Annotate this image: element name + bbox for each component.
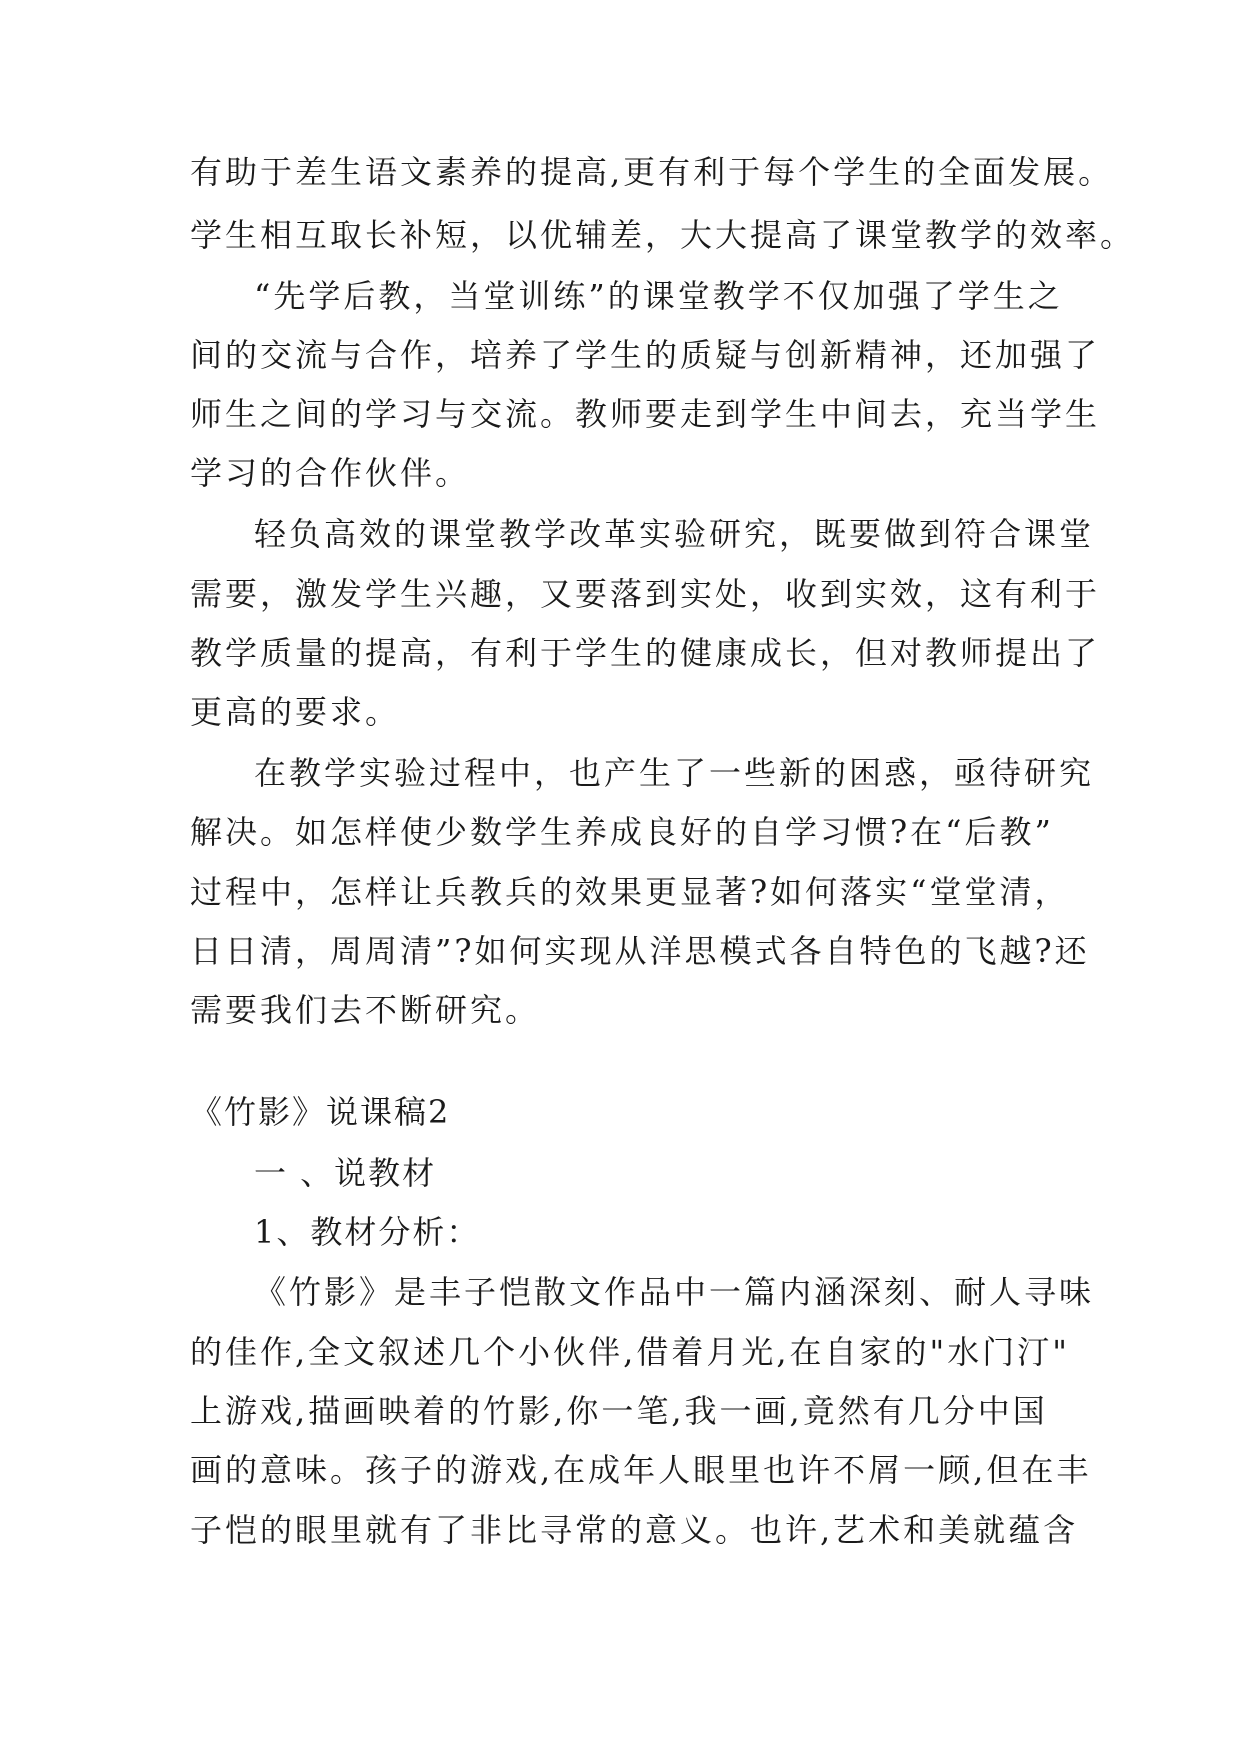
paragraph-line: 学习的合作伙伴。 (190, 454, 471, 492)
paragraph-line: 轻负高效的课堂教学改革实验研究，既要做到符合课堂 (254, 515, 1095, 553)
paragraph-line: 更高的要求。 (190, 693, 401, 731)
paragraph-line: 师生之间的学习与交流。教师要走到学生中间去，充当学生 (190, 395, 1101, 433)
subsection-heading: 1、教材分析： (254, 1213, 481, 1251)
paragraph-line: 需要，激发学生兴趣，又要落到实处，收到实效，这有利于 (190, 575, 1101, 613)
paragraph-line: 画的意味。孩子的游戏,在成年人眼里也许不屑一顾,但在丰 (190, 1451, 1092, 1489)
paragraph-line: 学生相互取长补短，以优辅差，大大提高了课堂教学的效率。 (190, 216, 1136, 254)
paragraph-line: 的佳作,全文叙述几个小伙伴,借着月光,在自家的"水门汀" (190, 1333, 1070, 1371)
paragraph-line: 上游戏,描画映着的竹影,你一笔,我一画,竟然有几分中国 (190, 1392, 1048, 1430)
paragraph-line: 《竹影》是丰子恺散文作品中一篇内涵深刻、耐人寻味 (254, 1273, 1095, 1311)
section-heading: 一 、说教材 (254, 1154, 437, 1192)
paragraph-line: 需要我们去不断研究。 (190, 991, 541, 1029)
paragraph-line: 解决。如怎样使少数学生养成良好的自学习惯?在“后教” (190, 813, 1054, 851)
paragraph-line: “先学后教，当堂训练”的课堂教学不仅加强了学生之 (254, 277, 1063, 315)
section-title: 《竹影》说课稿2 (190, 1093, 451, 1131)
paragraph-line: 子恺的眼里就有了非比寻常的意义。也许,艺术和美就蕴含 (190, 1511, 1079, 1549)
paragraph-line: 在教学实验过程中，也产生了一些新的困惑，亟待研究 (254, 754, 1095, 792)
paragraph-line: 有助于差生语文素养的提高,更有利于每个学生的全面发展。 (190, 153, 1114, 191)
paragraph-line: 日日清，周周清”?如何实现从洋思模式各自特色的飞越?还 (190, 932, 1090, 970)
paragraph-line: 过程中，怎样让兵教兵的效果更显著?如何落实“堂堂清， (190, 873, 1070, 911)
paragraph-line: 间的交流与合作，培养了学生的质疑与创新精神，还加强了 (190, 336, 1101, 374)
paragraph-line: 教学质量的提高，有利于学生的健康成长，但对教师提出了 (190, 634, 1101, 672)
